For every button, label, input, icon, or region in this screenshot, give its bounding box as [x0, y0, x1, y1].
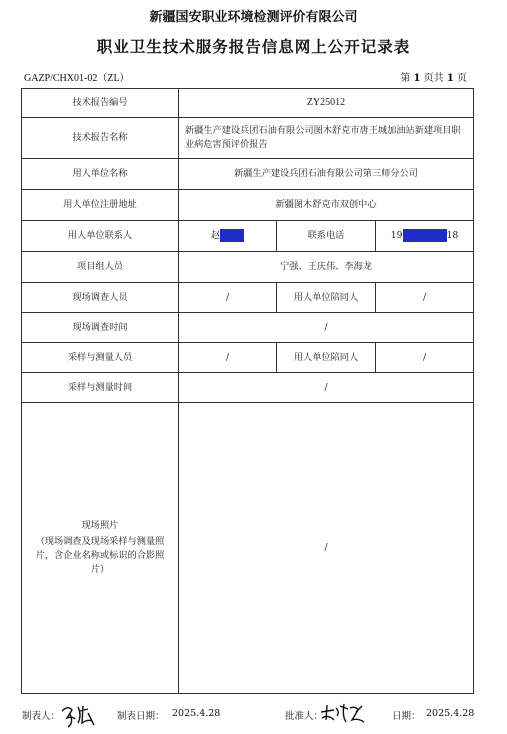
sampling-time-value: / — [179, 373, 474, 403]
table-row — [22, 373, 474, 403]
employer-label: 用人单位名称 — [22, 159, 179, 190]
form-title: 职业卫生技术服务报告信息网上公开记录表 — [96, 38, 411, 56]
survey-time-value: / — [179, 313, 474, 343]
maker-label: 制表人： — [22, 711, 61, 722]
redaction-block — [403, 229, 447, 242]
photos-value: / — [179, 403, 474, 694]
report-name-label: 技术报告名称 — [22, 118, 179, 159]
sampling-time-label: 采样与测量时间 — [22, 373, 179, 403]
maker-date-label: 制表日期： — [117, 711, 165, 722]
table-row — [22, 403, 474, 694]
redaction-block — [220, 229, 244, 242]
contact-value: 赵 — [210, 230, 221, 241]
employer-value: 新疆生产建设兵团石油有限公司第三师分公司 — [179, 159, 474, 190]
approver-label: 批准人： — [285, 711, 324, 722]
table-row — [22, 343, 474, 373]
page-current: 1 — [413, 73, 421, 84]
report-name-value: 新疆生产建设兵团石油有限公司图木舒克市唐王城加油站新建项目职业病危害预评价报告 — [179, 118, 474, 159]
table-row — [22, 159, 474, 190]
report-no-value: ZY25012 — [179, 89, 474, 118]
survey-staff-label: 现场调查人员 — [22, 283, 179, 313]
survey-staff-value: / — [179, 283, 277, 313]
table-row — [22, 313, 474, 343]
approve-date: 2025.4.28 — [426, 708, 475, 719]
approver-signature — [318, 700, 370, 728]
phone-value-cell — [376, 221, 474, 252]
address-label: 用人单位注册地址 — [22, 190, 179, 221]
table-row — [22, 89, 474, 118]
signature-footer — [0, 700, 507, 730]
company-name: 新疆国安职业环境检测评价有限公司 — [149, 10, 358, 25]
team-label: 项目组人员 — [22, 252, 179, 283]
accompany2-label: 用人单位陪同人 — [277, 343, 376, 373]
table-row — [22, 221, 474, 252]
photos-label-cell — [22, 403, 179, 694]
photos-note: （现场调查及现场采样与测量照片，含企业名称或标识的合影照片） — [35, 536, 165, 575]
record-table — [21, 88, 474, 694]
report-no-label: 技术报告编号 — [22, 89, 179, 118]
table-row — [22, 190, 474, 221]
page-mid: 页共 — [423, 73, 444, 84]
form-code: GAZP/CHX01-02（ZL） — [24, 73, 130, 84]
accompany-label: 用人单位陪同人 — [277, 283, 376, 313]
photos-label: 现场照片 — [81, 520, 119, 531]
contact-label: 用人单位联系人 — [22, 221, 179, 252]
accompany2-value: / — [376, 343, 474, 373]
sampling-staff-label: 采样与测量人员 — [22, 343, 179, 373]
page-info — [400, 69, 467, 84]
page-prefix: 第 — [400, 73, 411, 84]
phone-prefix: 19 — [390, 230, 403, 241]
maker-date: 2025.4.28 — [172, 708, 221, 719]
team-value: 宁强、王庆伟、李海龙 — [179, 252, 474, 283]
address-value: 新疆图木舒克市双创中心 — [179, 190, 474, 221]
table-row — [22, 283, 474, 313]
page-total: 1 — [446, 73, 454, 84]
accompany-value: / — [376, 283, 474, 313]
page-suffix: 页 — [457, 73, 467, 84]
phone-label: 联系电话 — [277, 221, 376, 252]
phone-suffix: 18 — [446, 230, 459, 241]
sampling-staff-value: / — [179, 343, 277, 373]
survey-time-label: 现场调查时间 — [22, 313, 179, 343]
table-row — [22, 118, 474, 159]
approve-date-label: 日期： — [392, 711, 421, 722]
contact-value-cell — [179, 221, 277, 252]
table-row — [22, 252, 474, 283]
maker-signature — [58, 701, 100, 729]
